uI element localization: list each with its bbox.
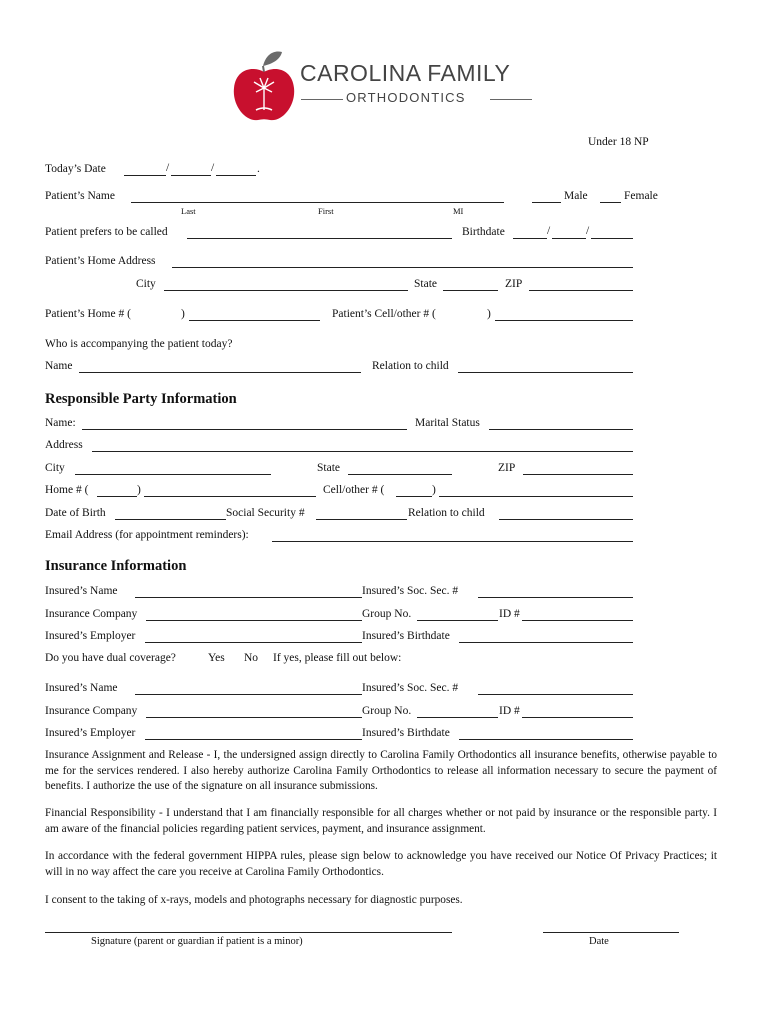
ins1-group-field[interactable] bbox=[417, 620, 498, 621]
rp-home-field[interactable] bbox=[144, 496, 316, 497]
rp-state-label: State bbox=[317, 462, 340, 474]
signature-field[interactable] bbox=[45, 932, 452, 933]
home-phone-close: ) bbox=[181, 308, 185, 320]
apple-logo-icon bbox=[230, 48, 298, 124]
todays-date-label: Today’s Date bbox=[45, 163, 106, 175]
male-label: Male bbox=[564, 190, 588, 202]
brand-subtitle: ORTHODONTICS bbox=[346, 90, 466, 105]
rp-ssn-label: Social Security # bbox=[226, 507, 305, 519]
brand-rule-right bbox=[490, 99, 532, 100]
rp-relation-field[interactable] bbox=[499, 519, 633, 520]
rp-zip-field[interactable] bbox=[523, 474, 633, 475]
home-phone-field[interactable] bbox=[189, 320, 320, 321]
ins1-birthdate-field[interactable] bbox=[459, 642, 633, 643]
date-year-field[interactable] bbox=[216, 175, 256, 176]
dual-note: If yes, please fill out below: bbox=[273, 652, 402, 664]
ins2-employer-label: Insured’s Employer bbox=[45, 727, 136, 739]
date-day-field[interactable] bbox=[171, 175, 211, 176]
accompanying-question: Who is accompanying the patient today? bbox=[45, 338, 233, 350]
prefers-label: Patient prefers to be called bbox=[45, 226, 168, 238]
ins1-birthdate-label: Insured’s Birthdate bbox=[362, 630, 450, 642]
brand-rule-left bbox=[301, 99, 343, 100]
assignment-paragraph: Insurance Assignment and Release - I, the undersigned assign directly to Carolina Family Orthodontics all insurance benefits, otherwise payable to me for the services rendered. I also hereby authorize Carolina Family Orthodontics to release all information necessary to secure the payment of benefits. I authorize the use of the signature on all insurance submissions. bbox=[45, 749, 717, 792]
rp-cell-field[interactable] bbox=[439, 496, 633, 497]
city-label: City bbox=[136, 278, 156, 290]
patient-name-field[interactable] bbox=[131, 202, 504, 203]
insurance-heading: Insurance Information bbox=[45, 558, 187, 574]
date-period: . bbox=[257, 163, 260, 175]
patient-name-label: Patient’s Name bbox=[45, 190, 115, 202]
ins2-name-field[interactable] bbox=[135, 694, 362, 695]
rp-home-area-field[interactable] bbox=[97, 496, 137, 497]
ins2-birthdate-label: Insured’s Birthdate bbox=[362, 727, 450, 739]
city-field[interactable] bbox=[164, 290, 408, 291]
ins2-company-field[interactable] bbox=[146, 717, 362, 718]
brand-name: CAROLINA FAMILY bbox=[300, 60, 511, 86]
rp-marital-field[interactable] bbox=[489, 429, 633, 430]
prefers-field[interactable] bbox=[187, 238, 452, 239]
rp-city-label: City bbox=[45, 462, 65, 474]
ins1-employer-field[interactable] bbox=[145, 642, 362, 643]
dual-no-option[interactable]: No bbox=[244, 652, 259, 664]
rp-home-label: Home # ( bbox=[45, 484, 89, 496]
home-phone-label: Patient’s Home # ( bbox=[45, 308, 131, 320]
birthdate-label: Birthdate bbox=[462, 226, 505, 238]
rp-address-field[interactable] bbox=[92, 451, 633, 452]
home-address-field[interactable] bbox=[172, 267, 633, 268]
female-checkbox-line[interactable] bbox=[600, 202, 621, 203]
date-slash: / bbox=[166, 162, 170, 174]
cell-phone-close: ) bbox=[487, 308, 491, 320]
male-checkbox-line[interactable] bbox=[532, 202, 561, 203]
home-address-label: Patient’s Home Address bbox=[45, 255, 156, 267]
ins2-ssn-field[interactable] bbox=[478, 694, 633, 695]
ins2-company-label: Insurance Company bbox=[45, 705, 138, 717]
rp-relation-label: Relation to child bbox=[408, 507, 485, 519]
ins1-company-field[interactable] bbox=[146, 620, 362, 621]
ins1-employer-label: Insured’s Employer bbox=[45, 630, 136, 642]
zip-field[interactable] bbox=[529, 290, 633, 291]
rp-email-label: Email Address (for appointment reminders): bbox=[45, 529, 249, 541]
first-name-caption: First bbox=[318, 206, 334, 216]
date-slash: / bbox=[211, 162, 215, 174]
financial-paragraph: Financial Responsibility - I understand that I am financially responsible for all charges whether or not paid by insurance or the responsible party. I am aware of the financial policies regarding patient services, payment, and insurance assignment. bbox=[45, 807, 717, 835]
dual-coverage-question: Do you have dual coverage? bbox=[45, 652, 176, 664]
rp-ssn-field[interactable] bbox=[316, 519, 407, 520]
responsible-heading: Responsible Party Information bbox=[45, 391, 237, 407]
ins2-id-label: ID # bbox=[499, 705, 520, 717]
ins1-company-label: Insurance Company bbox=[45, 608, 138, 620]
zip-label: ZIP bbox=[505, 278, 523, 290]
birthdate-year-field[interactable] bbox=[591, 238, 633, 239]
rp-address-label: Address bbox=[45, 439, 83, 451]
form-code: Under 18 NP bbox=[588, 136, 649, 148]
rp-name-field[interactable] bbox=[82, 429, 407, 430]
dual-yes-option[interactable]: Yes bbox=[208, 652, 225, 664]
rp-dob-field[interactable] bbox=[115, 519, 226, 520]
consent-paragraph: I consent to the taking of x-rays, models and photographs necessary for diagnostic purposes. bbox=[45, 894, 463, 906]
rp-cell-close: ) bbox=[432, 484, 436, 496]
birthdate-day-field[interactable] bbox=[552, 238, 586, 239]
rp-dob-label: Date of Birth bbox=[45, 507, 106, 519]
mi-caption: MI bbox=[453, 206, 464, 216]
birthdate-month-field[interactable] bbox=[513, 238, 547, 239]
rp-name-label: Name: bbox=[45, 417, 76, 429]
cell-phone-label: Patient’s Cell/other # ( bbox=[332, 308, 436, 320]
ins2-employer-field[interactable] bbox=[145, 739, 362, 740]
ins1-id-field[interactable] bbox=[522, 620, 633, 621]
acc-relation-label: Relation to child bbox=[372, 360, 449, 372]
state-label: State bbox=[414, 278, 437, 290]
ins2-group-label: Group No. bbox=[362, 705, 412, 717]
ins2-name-label: Insured’s Name bbox=[45, 682, 118, 694]
bd-slash: / bbox=[586, 225, 590, 237]
ins2-group-field[interactable] bbox=[417, 717, 498, 718]
ins2-birthdate-field[interactable] bbox=[459, 739, 633, 740]
last-name-caption: Last bbox=[181, 206, 196, 216]
signature-date-label: Date bbox=[589, 936, 609, 947]
ins1-ssn-field[interactable] bbox=[478, 597, 633, 598]
rp-cell-area-field[interactable] bbox=[396, 496, 432, 497]
cell-phone-field[interactable] bbox=[495, 320, 633, 321]
ins1-name-field[interactable] bbox=[135, 597, 362, 598]
ins1-id-label: ID # bbox=[499, 608, 520, 620]
signature-date-field[interactable] bbox=[543, 932, 679, 933]
state-field[interactable] bbox=[443, 290, 498, 291]
female-label: Female bbox=[624, 190, 658, 202]
rp-cell-label: Cell/other # ( bbox=[323, 484, 385, 496]
rp-zip-label: ZIP bbox=[498, 462, 516, 474]
rp-city-field[interactable] bbox=[75, 474, 271, 475]
rp-email-field[interactable] bbox=[272, 541, 633, 542]
acc-relation-field[interactable] bbox=[458, 372, 633, 373]
hippa-paragraph: In accordance with the federal government HIPPA rules, please sign below to acknowledge you have received our Notice Of Privacy Practices; it will in no way affect the care you receive at Carolina Family Orthodontics. bbox=[45, 850, 717, 878]
signature-label: Signature (parent or guardian if patient is a minor) bbox=[91, 936, 303, 947]
acc-name-field[interactable] bbox=[79, 372, 361, 373]
ins2-id-field[interactable] bbox=[522, 717, 633, 718]
rp-marital-label: Marital Status bbox=[415, 417, 480, 429]
ins1-ssn-label: Insured’s Soc. Sec. # bbox=[362, 585, 459, 597]
ins1-group-label: Group No. bbox=[362, 608, 412, 620]
rp-state-field[interactable] bbox=[348, 474, 452, 475]
acc-name-label: Name bbox=[45, 360, 73, 372]
ins1-name-label: Insured’s Name bbox=[45, 585, 118, 597]
date-month-field[interactable] bbox=[124, 175, 166, 176]
ins2-ssn-label: Insured’s Soc. Sec. # bbox=[362, 682, 459, 694]
bd-slash: / bbox=[547, 225, 551, 237]
rp-home-close: ) bbox=[137, 484, 141, 496]
